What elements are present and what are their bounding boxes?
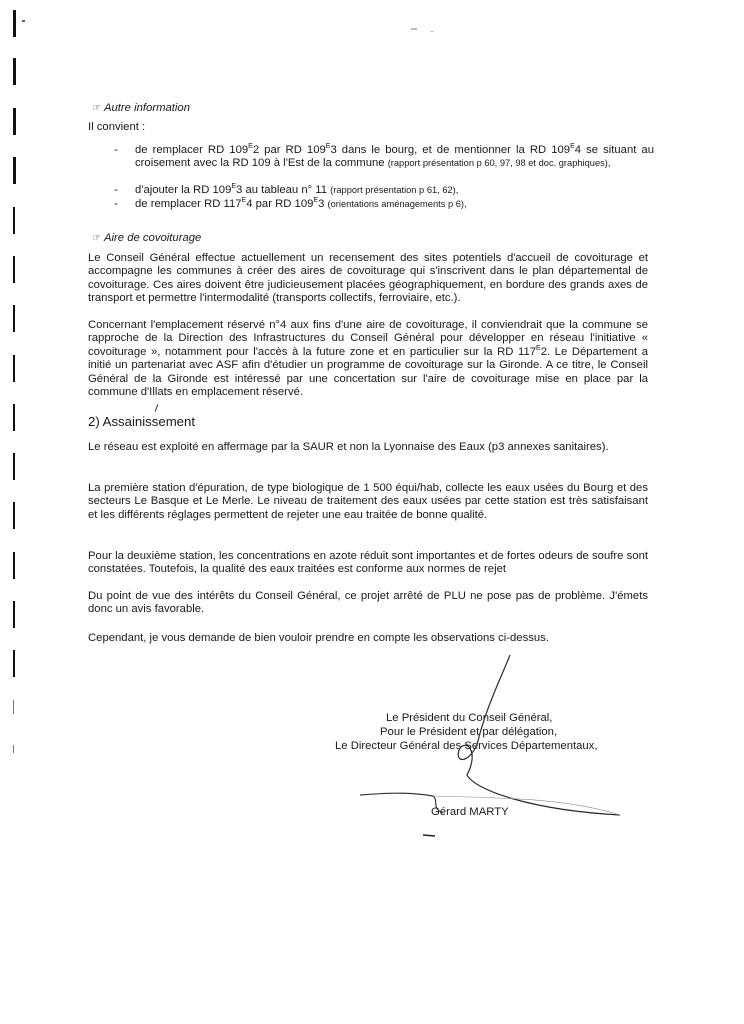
margin-mark bbox=[13, 58, 16, 85]
pointing-hand-icon: ☞ bbox=[92, 233, 101, 244]
reference-note: (rapport présentation p 61, 62), bbox=[330, 185, 459, 195]
reference-note: (orientations aménagements p 6), bbox=[327, 199, 467, 209]
scan-speck bbox=[430, 31, 434, 32]
section-heading-assainissement: 2) Assainissement bbox=[88, 414, 196, 429]
margin-mark bbox=[13, 453, 15, 480]
margin-mark bbox=[13, 502, 15, 529]
margin-mark bbox=[13, 355, 15, 382]
margin-mark bbox=[13, 745, 14, 753]
scan-speck bbox=[411, 28, 417, 30]
section-heading-autre-information: ☞ Autre information bbox=[92, 102, 190, 114]
bullet-dash: - bbox=[114, 184, 118, 196]
scan-speck bbox=[22, 20, 25, 22]
margin-mark bbox=[13, 10, 16, 37]
margin-mark bbox=[13, 404, 15, 431]
paragraph: Le réseau est exploité en affermage par la SAUR et non la Lyonnaise des Eaux (p3 annexes sanitaires). bbox=[88, 441, 609, 453]
margin-mark bbox=[13, 207, 15, 234]
margin-mark bbox=[13, 552, 15, 579]
signatory-name: Gérard MARTY bbox=[431, 806, 509, 818]
paragraph: Du point de vue des intérêts du Conseil Général, ce projet arrêté de PLU ne pose pas de problème. J'émets donc un avis favorable. bbox=[88, 590, 648, 616]
margin-mark bbox=[13, 108, 16, 135]
intro-text: Il convient : bbox=[88, 121, 146, 133]
reference-note: (rapport présentation p 60, 97, 98 et doc. graphiques), bbox=[387, 158, 611, 169]
section-heading-aire-de-covoiturage: ☞ Aire de covoiturage bbox=[92, 232, 202, 244]
signatory-title-line2: Pour le Président et par délégation, bbox=[380, 726, 558, 738]
pointing-hand-icon: ☞ bbox=[92, 103, 101, 114]
margin-mark bbox=[13, 256, 15, 283]
margin-mark bbox=[13, 650, 15, 677]
paragraph: Pour la deuxième station, les concentrations en azote réduit sont importantes et de fortes odeurs de soufre sont constatées. Toutefois, la qualité des eaux traitées est conforme aux normes de rejet bbox=[88, 550, 648, 576]
pen-tick bbox=[155, 404, 159, 412]
list-item: de remplacer RD $117^E4$ par RD $109^E3$ (orientations aménagements p 6), bbox=[135, 197, 467, 210]
paragraph: Le Conseil Général effectue actuellement un recensement des sites potentiels d'accueil de covoiturage et accompagne les communes à créer des aires de covoiturage qui s'inscrivent dans le plan départemental de covoiturage. Ces aires doivent être judicieusement placées géographiquement, en bordure des grands axes de transport et permettre l'intermodalité (transports collectifs, ferroviaire, etc.). bbox=[88, 252, 648, 305]
paragraph: Cependant, je vous demande de bien vouloir prendre en compte les observations ci-dessus. bbox=[88, 632, 549, 644]
bullet-dash: - bbox=[114, 144, 118, 156]
margin-mark bbox=[13, 305, 15, 332]
margin-mark bbox=[13, 601, 15, 628]
list-item: d'ajouter la RD $109^E3$ au tableau n° 11 (rapport présentation p 61, 62), bbox=[135, 183, 459, 196]
paragraph: Concernant l'emplacement réservé n°4 aux fins d'une aire de covoiturage, il conviendrait que la commune se rapproche de la Direction des Infrastructures du Conseil Général pour développer en réseau l'initiative « covoiturage », notamment pour l'accès à la future zone et en particulier sur la RD $117^E2$. Le Département a initié un partenariat avec ASF afin d'étudier un programme de covoiturage sur la Gironde. A ce titre, le Conseil Général de la Gironde est intéressé par une concertation sur l'aire de covoiturage mise en place par la commune d'Illats en emplacement réservé. bbox=[88, 319, 648, 399]
bullet-dash: - bbox=[114, 198, 118, 210]
margin-mark bbox=[13, 700, 14, 714]
signatory-title-line3: Le Directeur Général des Services Départementaux, bbox=[335, 740, 598, 752]
signatory-title-line1: Le Président du Conseil Général, bbox=[386, 712, 553, 724]
margin-mark bbox=[13, 157, 16, 184]
paragraph: La première station d'épuration, de type biologique de 1 500 équi/hab, collecte les eaux usées du Bourg et des secteurs Le Basque et Le Merle. Le niveau de traitement des eaux usées par cette station est très satisfaisant et les différents réglages permettent de rejeter une eau traitée de bonne qualité. bbox=[88, 482, 648, 521]
list-item: de remplacer RD $109^E2$ par RD $109^E3$ dans le bourg, et de mentionner la RD $109^E4$ se situant au croisement avec la RD 109 à l'Est de la commune (rapport présentation p 60, 97, 98 et doc. graphiques), bbox=[135, 143, 654, 170]
